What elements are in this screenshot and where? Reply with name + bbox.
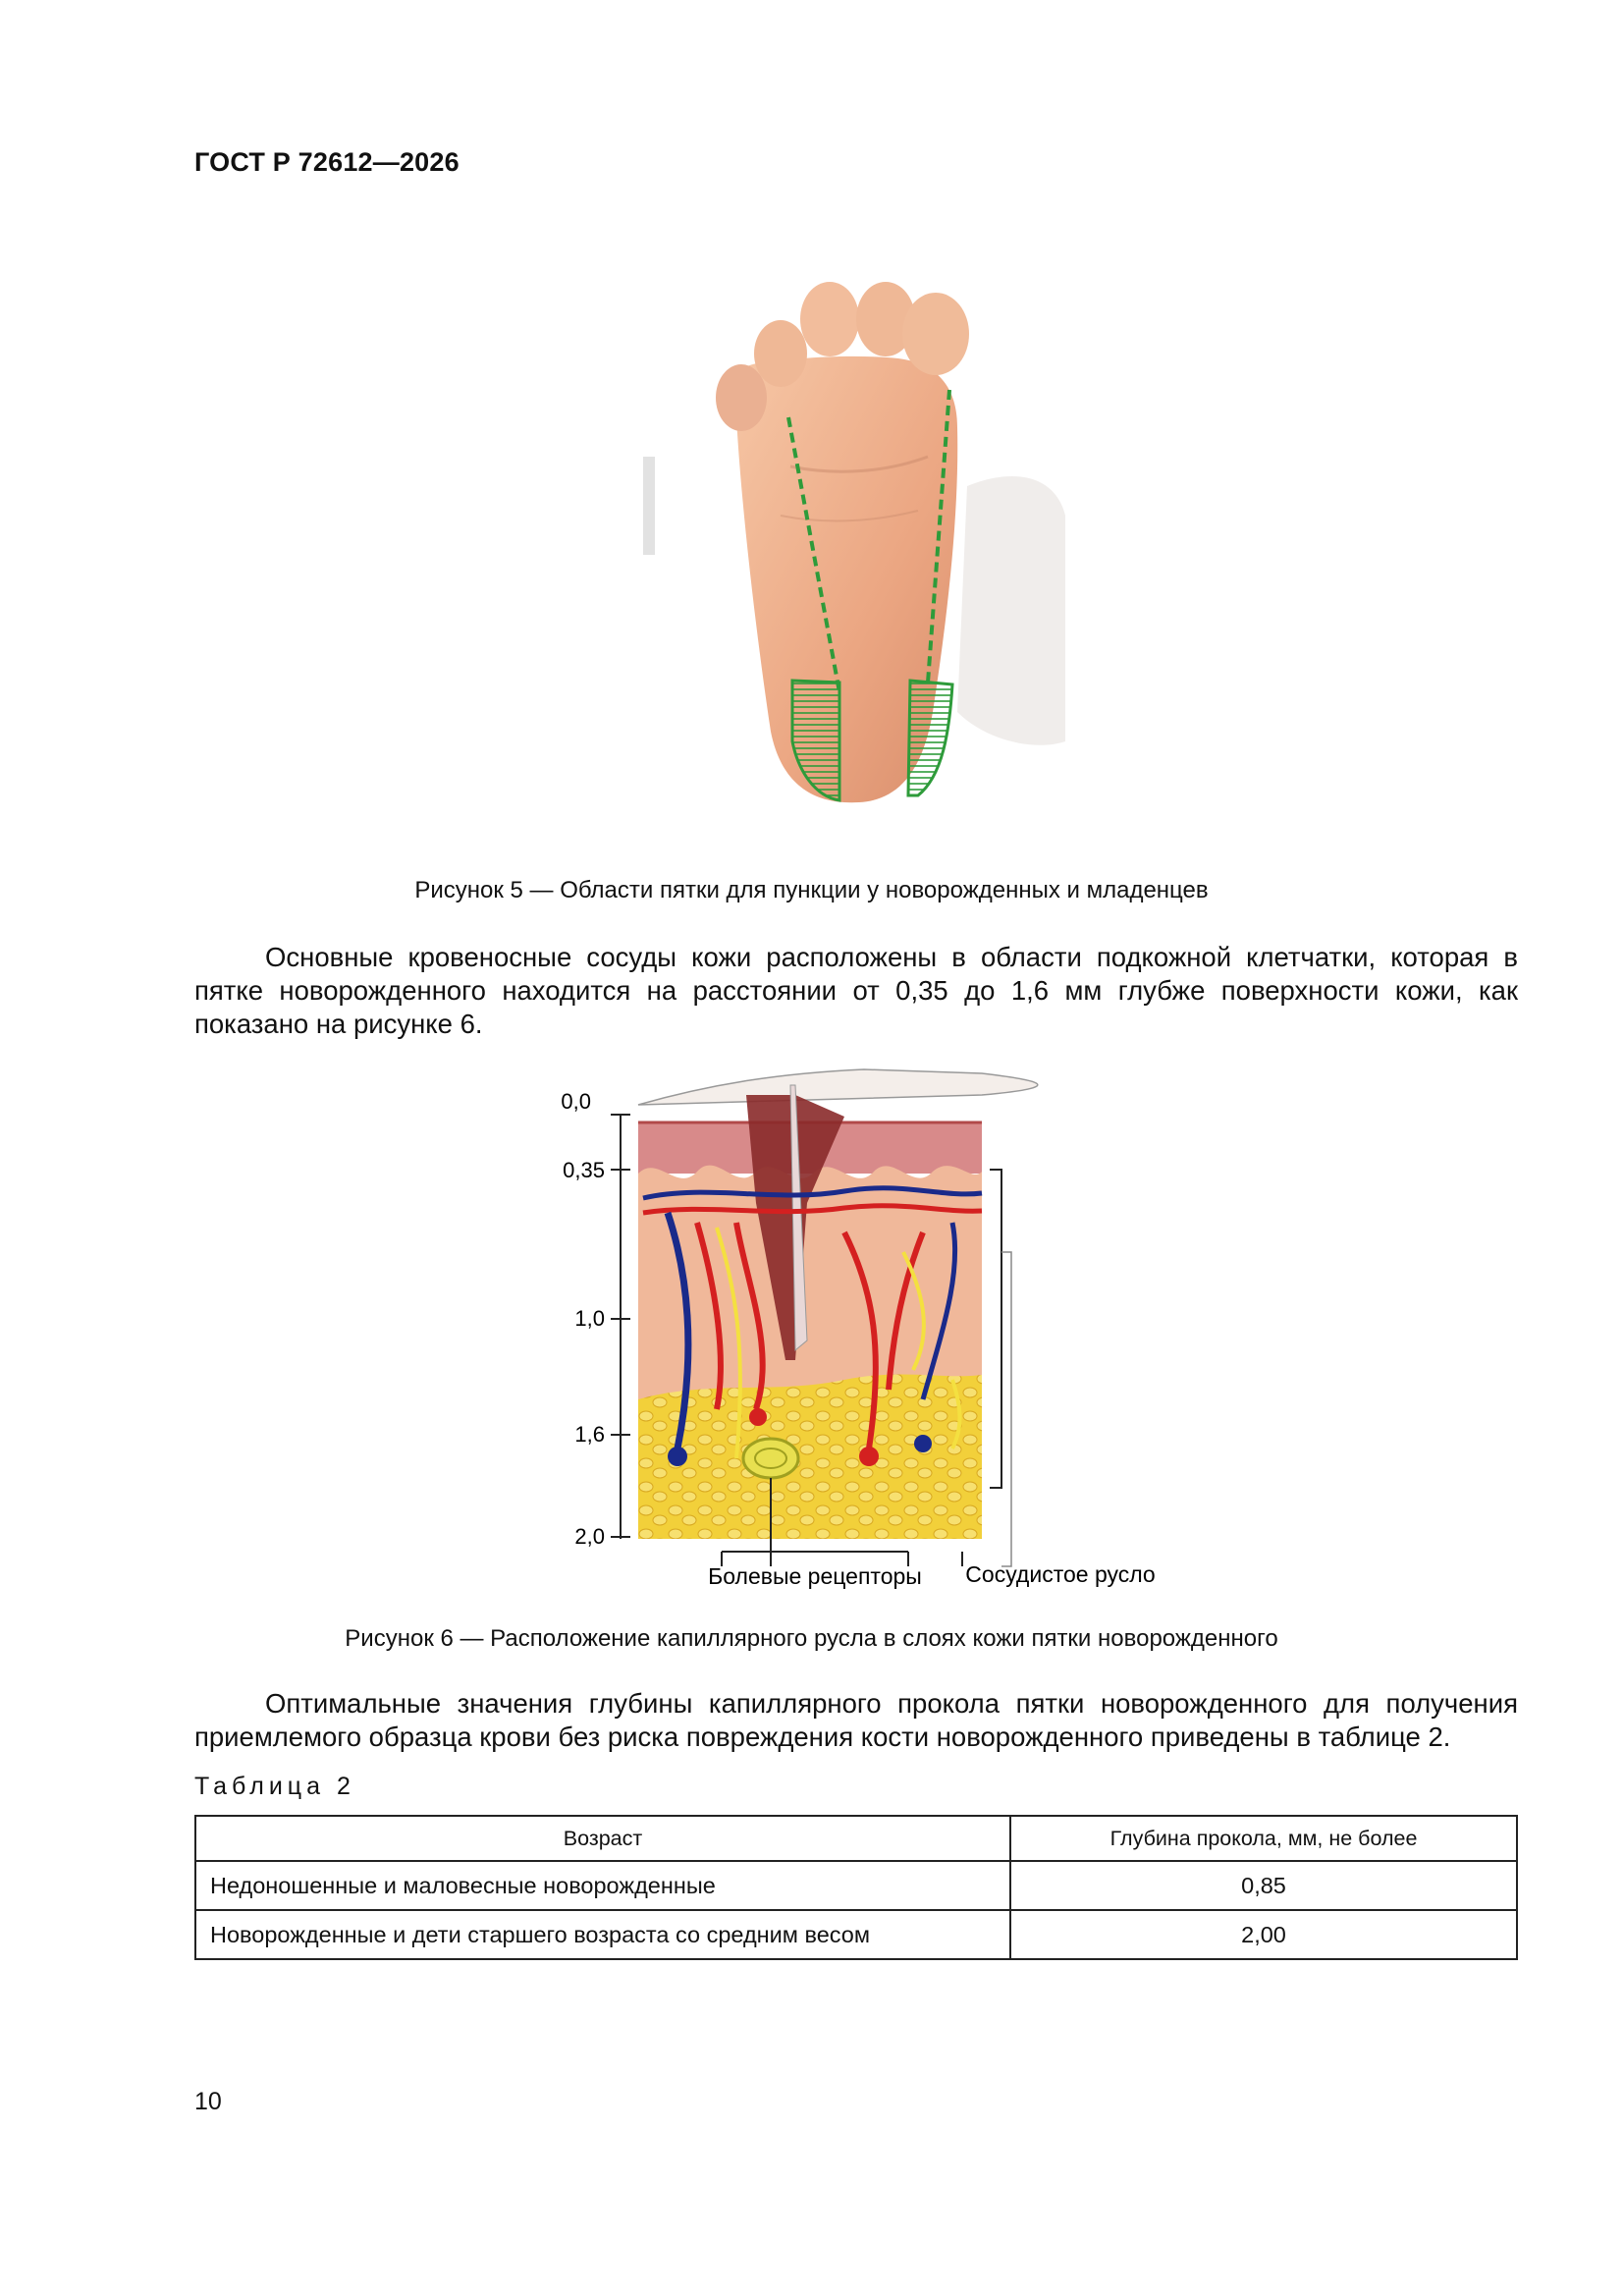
depth-label-3: 1,6 — [574, 1422, 605, 1447]
table-header-depth: Глубина прокола, мм, не более — [1010, 1816, 1517, 1861]
paragraph-1-text: Основные кровеносные сосуды кожи расположены в области подкожной клетчатки, которая в пятке новорожденного находится на расстоянии от 0,35 до 1,6 мм глубже поверхности кожи, как показано на рисунке 6. — [194, 942, 1518, 1039]
table-cell-age: Новорожденные и дети старшего возраста со средним весом — [195, 1910, 1010, 1959]
figure-5-foot-illustration — [643, 280, 1075, 810]
figure-5-caption: Рисунок 5 — Области пятки для пункции у новорожденных и младенцев — [414, 877, 1209, 903]
label-pain-receptors: Болевые рецепторы — [708, 1563, 922, 1589]
depth-label-4: 2,0 — [574, 1524, 605, 1549]
table-header-age: Возраст — [195, 1816, 1010, 1861]
document-header: ГОСТ Р 72612—2026 — [194, 147, 460, 177]
table-row — [195, 1910, 1517, 1959]
paragraph-2-text: Оптимальные значения глубины капиллярного прокола пятки новорожденного для получения приемлемого образца крови без риска повреждения кости новорожденного приведены в таблице 2. — [194, 1688, 1518, 1752]
table-header-row — [195, 1816, 1517, 1861]
depth-table — [194, 1815, 1518, 1960]
paragraph-2 — [194, 1687, 1518, 1754]
depth-label-0: 0,0 — [561, 1089, 591, 1114]
table-row — [195, 1861, 1517, 1910]
paragraph-1 — [194, 941, 1518, 1041]
depth-label-2: 1,0 — [574, 1306, 605, 1331]
depth-label-1: 0,35 — [563, 1158, 605, 1182]
table-cell-depth: 0,85 — [1010, 1861, 1517, 1910]
table-cell-age: Недоношенные и маловесные новорожденные — [195, 1861, 1010, 1910]
table-label: Таблица 2 — [194, 1773, 355, 1800]
label-vascular-bed: Сосудистое русло — [965, 1561, 1156, 1587]
figure-6-caption: Рисунок 6 — Расположение капиллярного русла в слоях кожи пятки новорожденного — [345, 1625, 1278, 1652]
page-number: 10 — [194, 2088, 222, 2115]
table-cell-depth: 2,00 — [1010, 1910, 1517, 1959]
figure-6-skin-diagram — [550, 1056, 1198, 1606]
